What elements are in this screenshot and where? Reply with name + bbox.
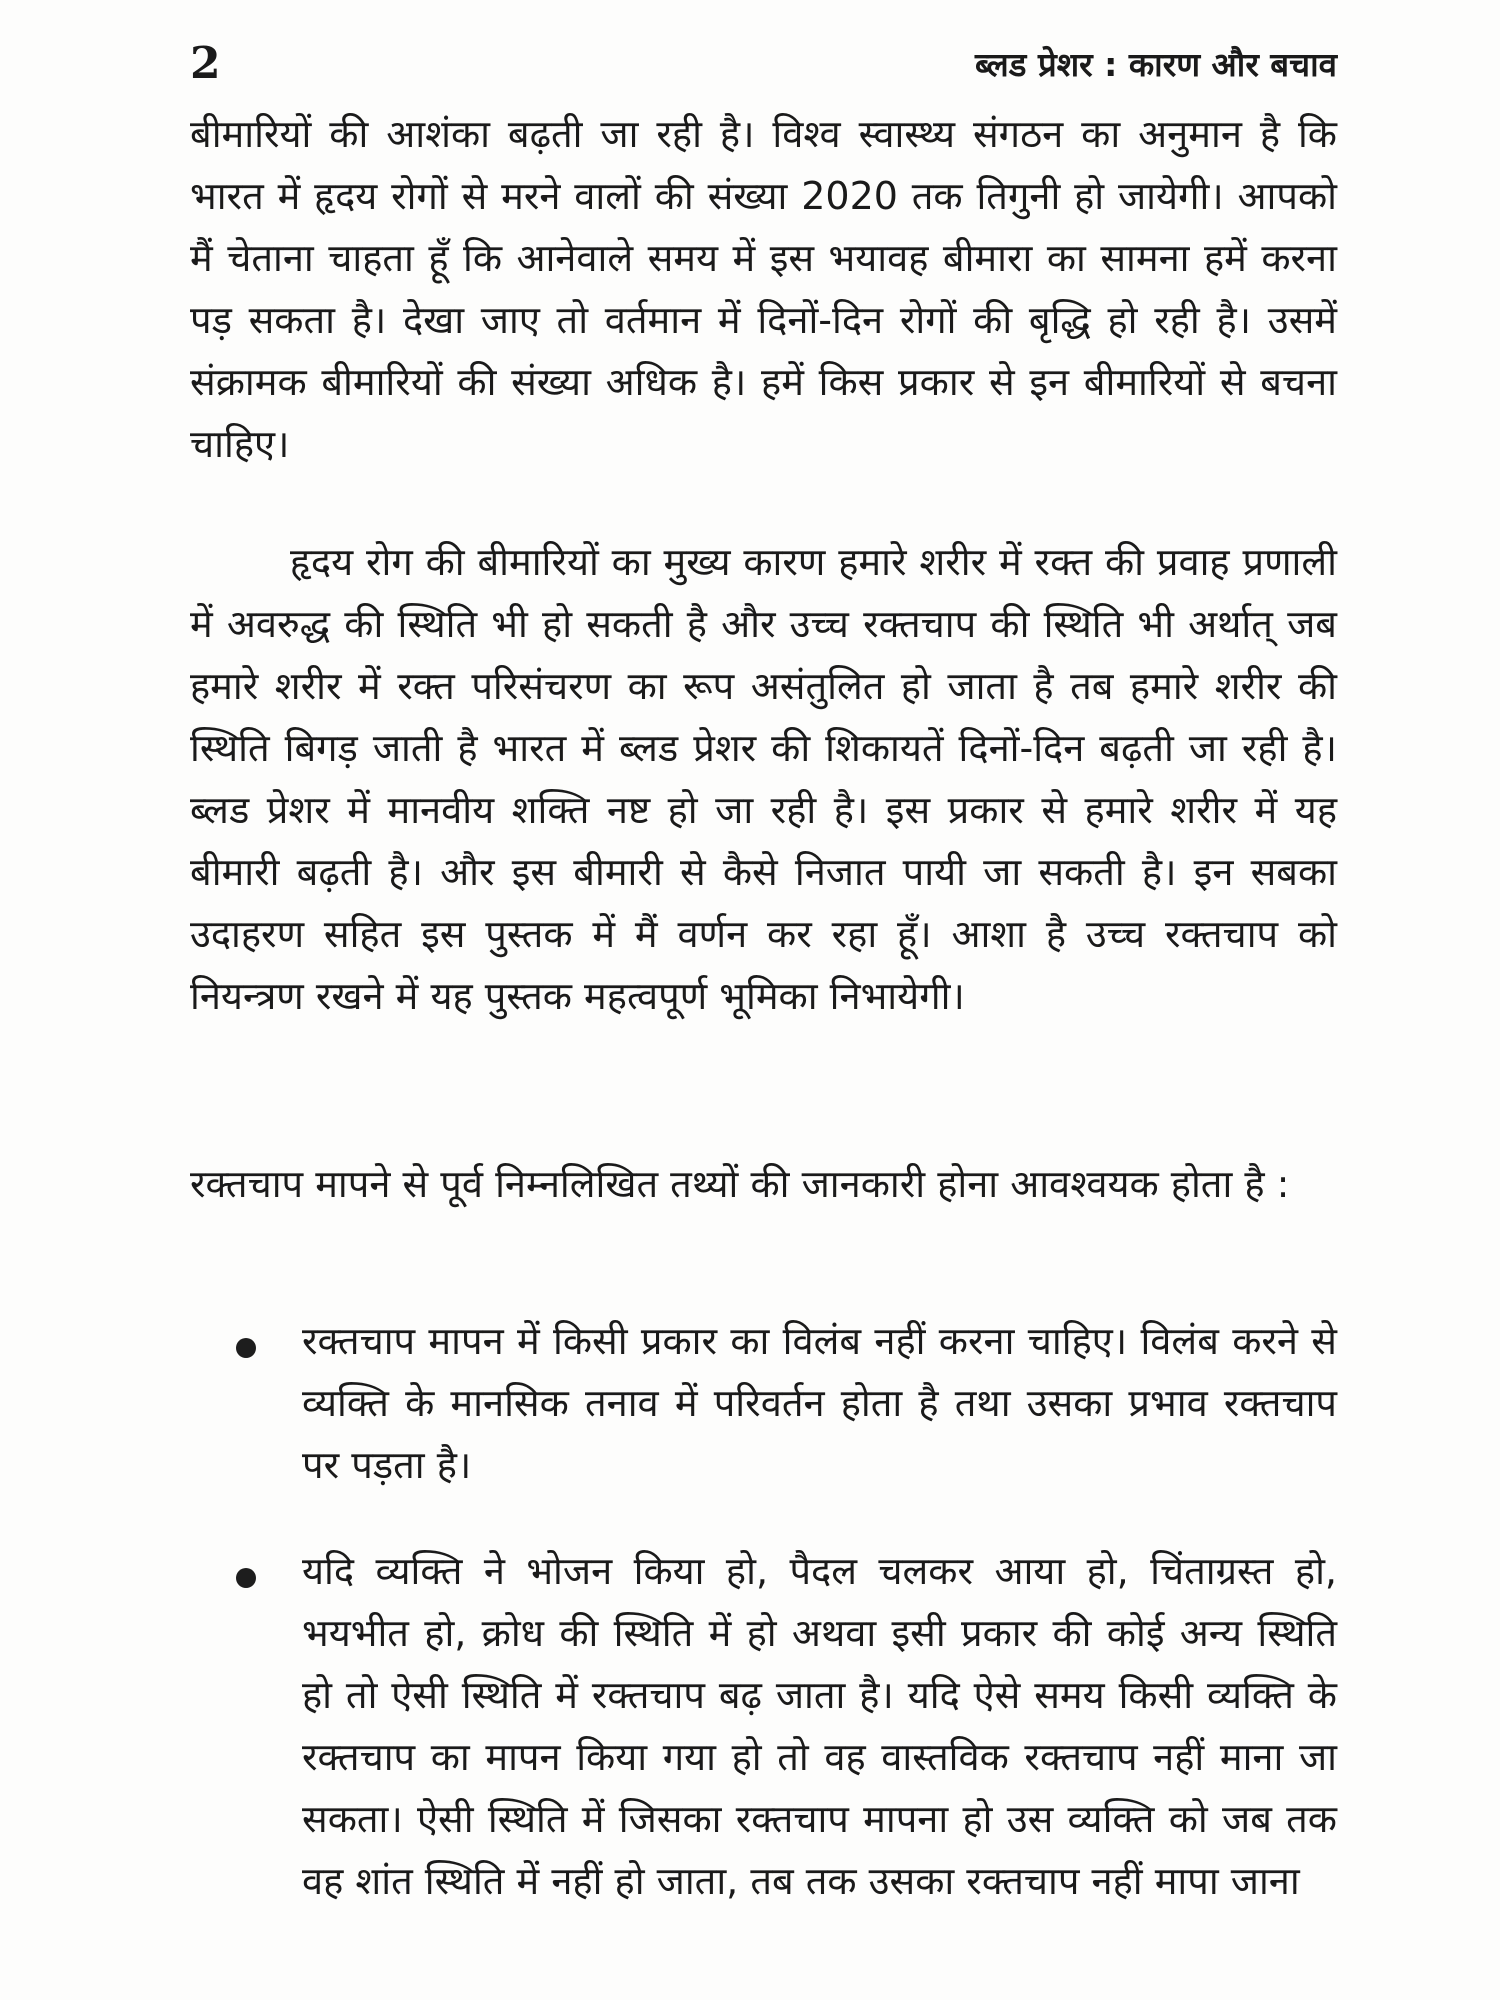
list-item bbox=[238, 1310, 1337, 1500]
bullet-dot-icon bbox=[236, 1568, 256, 1588]
list-item-text: रक्तचाप मापन में किसी प्रकार का विलंब नहीं करना चाहिए। विलंब करने से व्यक्ति के मानसिक तनाव में परिवर्तन होता है तथा उसका प्रभाव रक्तचाप पर पड़ता है। bbox=[302, 1319, 1337, 1487]
running-title: ब्लड प्रेशर : कारण और बचाव bbox=[974, 44, 1337, 84]
list-intro: रक्तचाप मापने से पूर्व निम्नलिखित तथ्यों की जानकारी होना आवश्वयक होता है : bbox=[190, 1162, 1290, 1206]
body-paragraph-2: हृदय रोग की बीमारियों का मुख्य कारण हमारे शरीर में रक्त की प्रवाह प्रणाली में अवरुद्ध की स्थिति भी हो सकती है और उच्च रक्तचाप की स्थिति भी अर्थात् जब हमारे शरीर में रक्त परिसंचरण का रूप असंतुलित हो जाता है तब हमारे शरीर की स्थिति बिगड़ जाती है भारत में ब्लड प्रेशर की शिकायतें दिनों-दिन बढ़ती जा रही है। ब्लड प्रेशर में मानवीय शक्ति नष्ट हो जा रही है। इस प्रकार से हमारे शरीर में यह बीमारी बढ़ती है। और इस बीमारी से कैसे निजात पायी जा सकती है। इन सबका उदाहरण सहित इस पुस्तक में मैं वर्णन कर रहा हूँ। आशा है उच्च रक्तचाप को नियन्त्रण रखने में यह पुस्तक महत्वपूर्ण भूमिका निभायेगी। bbox=[190, 540, 1337, 1018]
bullet-dot-icon bbox=[236, 1338, 256, 1358]
page-number: 2 bbox=[190, 37, 222, 89]
list-item-text: यदि व्यक्ति ने भोजन किया हो, पैदल चलकर आया हो, चिंताग्रस्त हो, भयभीत हो, क्रोध की स्थिति में हो अथवा इसी प्रकार की कोई अन्य स्थिति हो तो ऐसी स्थिति में रक्तचाप बढ़ जाता है। यदि ऐसे समय किसी व्यक्ति के रक्तचाप का मापन किया गया हो तो वह वास्तविक रक्तचाप नहीं माना जा सकता। ऐसी स्थिति में जिसका रक्तचाप मापना हो उस व्यक्ति को जब तक वह शांत स्थिति में नहीं हो जाता, तब तक उसका रक्तचाप नहीं मापा जाना bbox=[302, 1549, 1337, 1903]
page-header bbox=[190, 28, 1337, 98]
body-paragraph-1: बीमारियों की आशंका बढ़ती जा रही है। विश्व स्वास्थ्य संगठन का अनुमान है कि भारत में हृदय रोगों से मरने वालों की संख्या 2020 तक तिगुनी हो जायेगी। आपको मैं चेताना चाहता हूँ कि आनेवाले समय में इस भयावह बीमारा का सामना हमें करना पड़ सकता है। देखा जाए तो वर्तमान में दिनों-दिन रोगों की बृद्धि हो रही है। उसमें संक्रामक बीमारियों की संख्या अधिक है। हमें किस प्रकार से इन बीमारियों से बचना चाहिए। bbox=[190, 112, 1337, 466]
list-item bbox=[238, 1540, 1337, 1990]
